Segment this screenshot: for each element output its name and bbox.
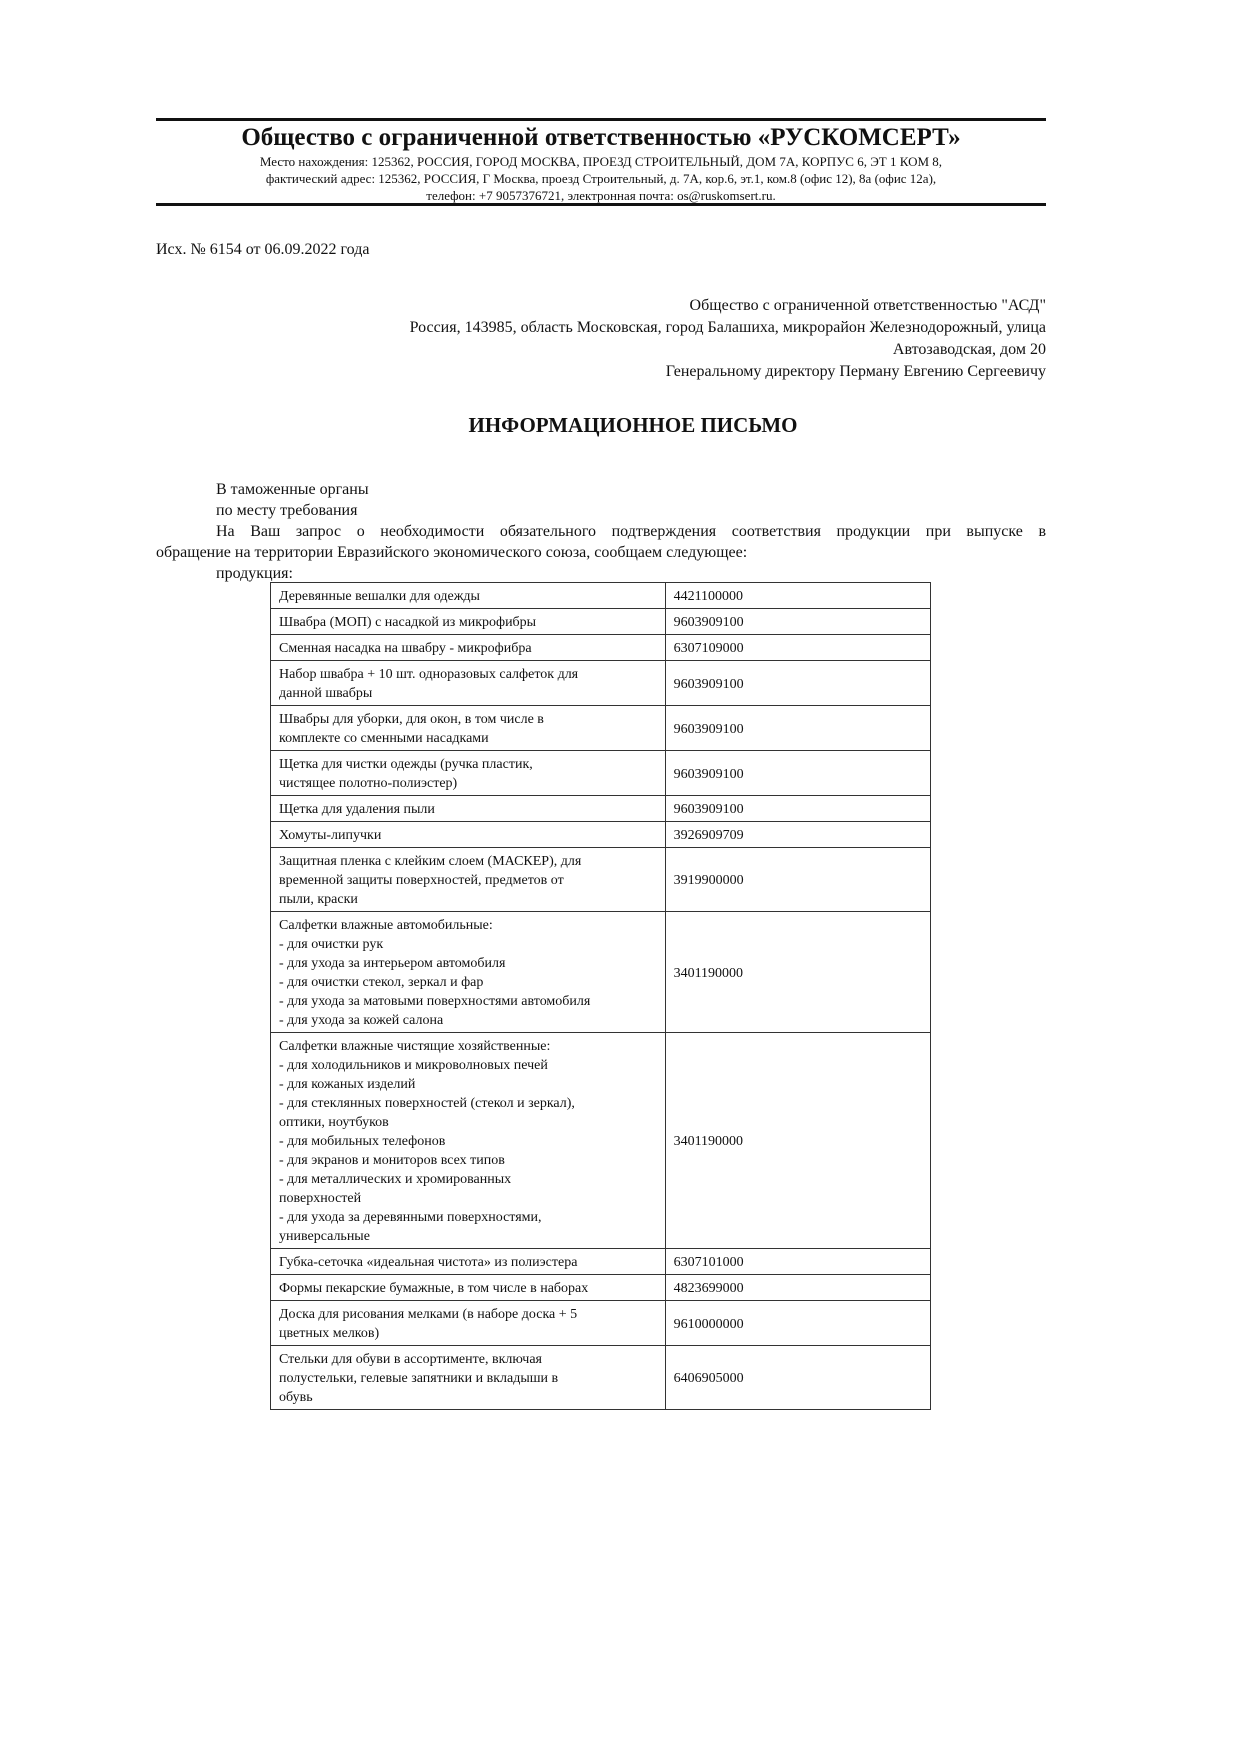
product-name-cell: Формы пекарские бумажные, в том числе в наборах (271, 1275, 666, 1301)
product-name-cell: Стельки для обуви в ассортименте, включая полустельки, гелевые запятники и вкладыши в обувь (271, 1346, 666, 1410)
product-name-cell: Швабра (МОП) с насадкой из микрофибры (271, 609, 666, 635)
table-row (271, 822, 931, 848)
products-table (270, 582, 931, 1410)
product-name-cell: Деревянные вешалки для одежды (271, 583, 666, 609)
product-code-cell: 6406905000 (665, 1346, 930, 1410)
body-recipient-line1: В таможенные органы (216, 481, 369, 498)
header-top-rule (156, 118, 1046, 121)
table-row (271, 751, 931, 796)
header-bottom-rule (156, 203, 1046, 206)
products-label: продукция: (216, 565, 293, 582)
table-row (271, 706, 931, 751)
header-contacts: телефон: +7 9057376721, электронная почта: os@ruskomsert.ru. (426, 188, 776, 203)
product-code-cell: 9603909100 (665, 751, 930, 796)
table-row (271, 1033, 931, 1249)
document-title: ИНФОРМАЦИОННОЕ ПИСЬМО (468, 413, 798, 437)
body-paragraph-line2: обращение на территории Евразийского экономического союза, сообщаем следующее: (156, 544, 748, 561)
body-paragraph-line1: На Ваш запрос о необходимости обязательного подтверждения соответствия продукции при выпуске в (216, 523, 1046, 540)
product-code-cell: 4823699000 (665, 1275, 930, 1301)
product-name-cell: Сменная насадка на швабру - микрофибра (271, 635, 666, 661)
table-row (271, 796, 931, 822)
table-row (271, 1275, 931, 1301)
product-code-cell: 3919900000 (665, 848, 930, 912)
table-row (271, 912, 931, 1033)
header-actual-address: фактический адрес: 125362, РОССИЯ, Г Москва, проезд Строительный, д. 7А, кор.6, эт.1, ком.8 (офис 12), 8а (офис 12а), (265, 171, 937, 186)
product-code-cell: 6307109000 (665, 635, 930, 661)
product-name-cell: Салфетки влажные автомобильные: - для очистки рук - для ухода за интерьером автомобиля - для очистки стекол, зеркал и фар - для ухода за матовыми поверхностями автомобиля - для ухода за кожей салона (271, 912, 666, 1033)
body-recipient-line2: по месту требования (216, 502, 358, 519)
product-name-cell: Хомуты-липучки (271, 822, 666, 848)
table-row (271, 1301, 931, 1346)
product-code-cell: 3926909709 (665, 822, 930, 848)
outgoing-number: Исх. № 6154 от 06.09.2022 года (156, 241, 370, 258)
addressee-director: Генеральному директору Перману Евгению Сергеевичу (665, 363, 1046, 380)
product-code-cell: 9603909100 (665, 796, 930, 822)
table-row (271, 848, 931, 912)
product-name-cell: Щетка для чистки одежды (ручка пластик, чистящее полотно-полиэстер) (271, 751, 666, 796)
table-row (271, 661, 931, 706)
product-name-cell: Губка-сеточка «идеальная чистота» из полиэстера (271, 1249, 666, 1275)
product-code-cell: 6307101000 (665, 1249, 930, 1275)
table-row (271, 609, 931, 635)
product-name-cell: Швабры для уборки, для окон, в том числе в комплекте со сменными насадками (271, 706, 666, 751)
addressee-address-line1: Россия, 143985, область Московская, город Балашиха, микрорайон Железнодорожный, улица (409, 319, 1046, 336)
product-code-cell: 4421100000 (665, 583, 930, 609)
table-row (271, 583, 931, 609)
product-code-cell: 3401190000 (665, 1033, 930, 1249)
product-name-cell: Салфетки влажные чистящие хозяйственные: - для холодильников и микроволновых печей - для кожаных изделий - для стеклянных поверхностей (стекол и зеркал), оптики, ноутбуков - для мобильных телефонов - для экранов и мониторов всех типов - для металлических и хромированных поверхностей - для ухода за деревянными поверхностями, универсальные (271, 1033, 666, 1249)
product-name-cell: Набор швабра + 10 шт. одноразовых салфеток для данной швабры (271, 661, 666, 706)
table-row (271, 635, 931, 661)
table-row (271, 1249, 931, 1275)
header-legal-address: Место нахождения: 125362, РОССИЯ, ГОРОД МОСКВА, ПРОЕЗД СТРОИТЕЛЬНЫЙ, ДОМ 7А, КОРПУС 6, ЭТ 1 КОМ 8, (259, 154, 943, 169)
organization-title: Общество с ограниченной ответственностью «РУСКОМСЕРТ» (241, 124, 961, 151)
product-code-cell: 9610000000 (665, 1301, 930, 1346)
addressee-address-line2: Автозаводская, дом 20 (892, 341, 1046, 358)
product-code-cell: 9603909100 (665, 706, 930, 751)
product-code-cell: 3401190000 (665, 912, 930, 1033)
product-name-cell: Щетка для удаления пыли (271, 796, 666, 822)
product-code-cell: 9603909100 (665, 661, 930, 706)
product-code-cell: 9603909100 (665, 609, 930, 635)
product-name-cell: Доска для рисования мелками (в наборе доска + 5 цветных мелков) (271, 1301, 666, 1346)
product-name-cell: Защитная пленка с клейким слоем (МАСКЕР), для временной защиты поверхностей, предметов от пыли, краски (271, 848, 666, 912)
addressee-company: Общество с ограниченной ответственностью "АСД" (689, 297, 1046, 314)
table-row (271, 1346, 931, 1410)
